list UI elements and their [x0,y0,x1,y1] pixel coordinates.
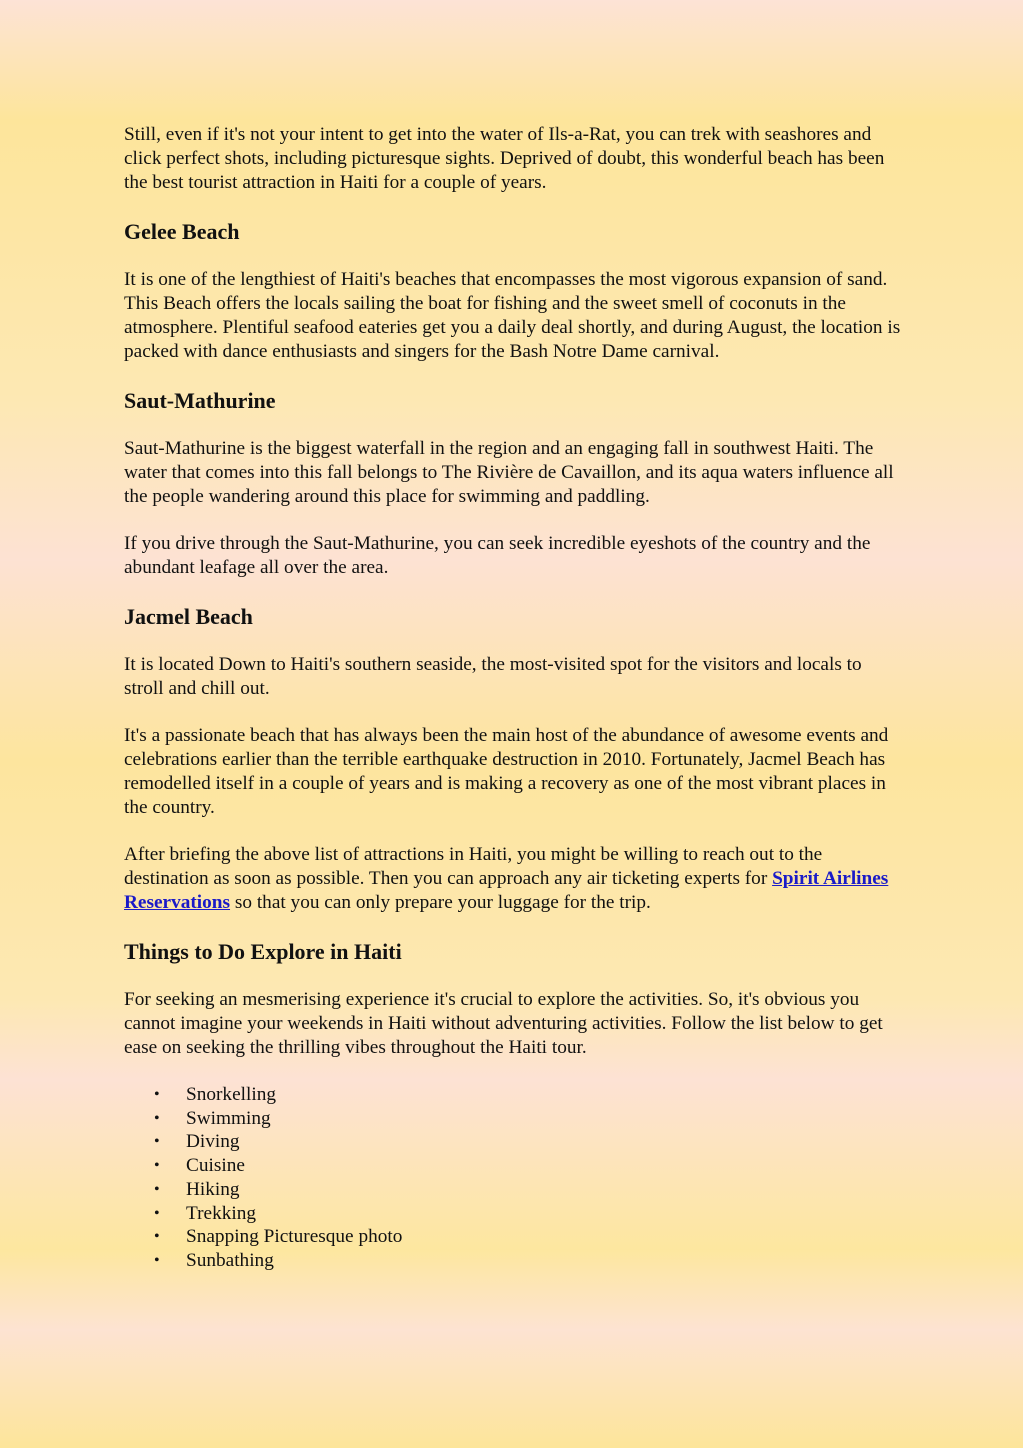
things-to-do-paragraph: For seeking an mesmerising experience it's crucial to explore the activities. So, it's obvious you cannot imagine your weekends in Haiti without adventuring activities. Follow the list below to get ease on seeking the thrilling vibes throughout the Haiti tour. [124,989,883,1058]
list-item [154,1154,904,1178]
gelee-beach-heading: Gelee Beach [124,219,240,244]
jacmel-beach-paragraph-1: It is located Down to Haiti's southern seaside, the most-visited spot for the visitors and locals to stroll and chill out. [124,654,862,699]
bullet-icon: • [154,1133,160,1151]
list-item-label: Diving [186,1131,240,1153]
bullet-icon: • [154,1086,160,1103]
saut-mathurine-paragraph-2: If you drive through the Saut-Mathurine, you can seek incredible eyeshots of the country and the abundant leafage all over the area. [124,533,871,578]
bullet-icon: • [154,1157,160,1175]
list-item [154,1107,904,1131]
list-item [154,1130,904,1154]
list-item [154,1249,904,1273]
gelee-beach-paragraph: It is one of the lengthiest of Haiti's beaches that encompasses the most vigorous expansion of sand. This Beach offers the locals sailing the boat for fishing and the sweet smell of coconuts in the atmosphere. Plentiful seafood eateries get you a daily deal shortly, and during August, the location is packed with dance enthusiasts and singers for the Bash Notre Dame carnival. [124,269,901,362]
list-item [154,1178,904,1202]
jacmel-beach-heading: Jacmel Beach [124,604,253,629]
bullet-icon: • [154,1204,160,1222]
list-item-label: Trekking [186,1202,256,1224]
document-page [124,123,904,1273]
list-item [154,1083,904,1107]
jacmel-beach-paragraph-3 [124,843,904,915]
list-item-label: Sunbathing [186,1249,274,1271]
bullet-icon: • [154,1228,160,1246]
list-item [154,1202,904,1226]
bullet-icon: • [154,1180,160,1198]
list-item-label: Snorkelling [186,1084,276,1105]
jacmel-beach-paragraph-2: It's a passionate beach that has always been the main host of the abundance of awesome events and celebrations earlier than the terrible earthquake destruction in 2010. Fortunately, Jacmel Beach has remodelled itself in a couple of years and is making a recovery as one of the most vibrant places in the country. [124,725,889,818]
bullet-icon: • [154,1109,160,1127]
spirit-airlines-reservations-link[interactable]: Spirit Airlines Reservations [124,868,889,913]
list-item [154,1225,904,1249]
paragraph-text-before-link: After briefing the above list of attractions in Haiti, you might be willing to reach out to the destination as soon as possible. Then you can approach any air ticketing experts for [124,844,823,889]
things-to-do-heading: Things to Do Explore in Haiti [124,939,402,964]
list-item-label: Hiking [186,1178,240,1200]
activities-list [124,1083,904,1273]
intro-paragraph: Still, even if it's not your intent to get into the water of Ils-a-Rat, you can trek with seashores and click perfect shots, including picturesque sights. Deprived of doubt, this wonderful beach has been the best tourist attraction in Haiti for a couple of years. [124,124,885,193]
list-item-label: Snapping Picturesque photo [186,1226,403,1248]
list-item-label: Swimming [186,1107,271,1129]
saut-mathurine-heading: Saut-Mathurine [124,388,276,413]
list-item-label: Cuisine [186,1155,245,1177]
saut-mathurine-paragraph-1: Saut-Mathurine is the biggest waterfall in the region and an engaging fall in southwest Haiti. The water that comes into this fall belongs to The Rivière de Cavaillon, and its aqua waters influence all the people wandering around this place for swimming and paddling. [124,438,894,507]
paragraph-text-after-link: so that you can only prepare your luggage for the trip. [230,892,651,913]
bullet-icon: • [154,1251,160,1269]
